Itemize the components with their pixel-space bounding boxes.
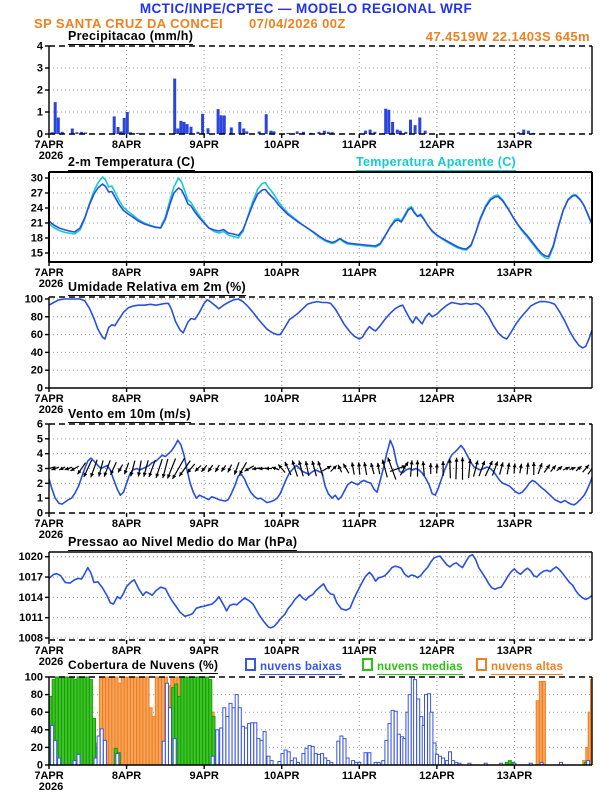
nuvens-baixas-bar bbox=[317, 754, 320, 765]
nuvens-baixas-bar bbox=[439, 756, 442, 765]
nuvens-baixas-bar bbox=[54, 740, 57, 765]
precip-bar bbox=[384, 109, 387, 134]
pressure-xtick-year: 2026 bbox=[38, 656, 64, 668]
nuvens-baixas-bar bbox=[235, 695, 238, 765]
clouds-xtick-label: 12APR bbox=[419, 770, 455, 782]
temperature-series bbox=[49, 177, 592, 259]
temperature-xtick-label: 10APR bbox=[263, 267, 300, 279]
nuvens-baixas-bar bbox=[229, 703, 232, 765]
nuvens-baixas-bar bbox=[343, 739, 346, 765]
precipitation-ytick-label: 3 bbox=[36, 62, 43, 75]
clouds-ytick-label: 80 bbox=[30, 689, 43, 702]
wind-xtick-label: 13APR bbox=[496, 518, 533, 530]
precip-bar bbox=[230, 127, 233, 134]
nuvens-baixas-bar bbox=[238, 708, 241, 765]
precipitation-series bbox=[51, 79, 536, 134]
wind-arrow-icon bbox=[317, 461, 321, 465]
nuvens-medias-bar bbox=[65, 677, 68, 765]
wind-arrow-icon bbox=[441, 461, 445, 465]
precipitation-xtick-label: 12APR bbox=[419, 139, 455, 151]
wind-xtick-label: 10APR bbox=[263, 518, 300, 530]
nuvens-baixas-bar bbox=[77, 754, 80, 765]
nuvens-medias-bar bbox=[187, 677, 190, 765]
nuvens-baixas-bar bbox=[430, 712, 433, 765]
pressure-panel bbox=[19, 551, 592, 668]
nuvens-baixas-bar bbox=[284, 750, 287, 765]
precip-bar bbox=[179, 121, 182, 134]
wind-arrow-icon bbox=[526, 463, 530, 467]
precip-bar bbox=[238, 122, 241, 134]
precipitation-xtick-year: 2026 bbox=[38, 150, 64, 162]
clouds-ytick-label: 40 bbox=[30, 724, 43, 737]
pressure-ytick-label: 1008 bbox=[18, 632, 43, 645]
precip-bar bbox=[54, 102, 57, 134]
humidity-ytick-label: 80 bbox=[30, 311, 43, 324]
legend-item-mid-clouds: nuvens medias bbox=[362, 658, 463, 673]
page-title: MCTIC/INPE/CPTEC — MODELO REGIONAL WRF bbox=[139, 1, 473, 16]
nuvens-baixas-bar bbox=[346, 758, 349, 765]
wind-arrow-icon bbox=[265, 467, 269, 471]
humidity-series bbox=[49, 299, 592, 348]
humidity-ytick-label: 60 bbox=[30, 329, 43, 342]
nuvens-baixas-bar bbox=[216, 730, 219, 765]
humidity-xtick-label: 13APR bbox=[496, 393, 533, 405]
nuvens-baixas-bar bbox=[324, 758, 327, 765]
clouds-ytick-label: 0 bbox=[36, 759, 43, 772]
nuvens-medias-bar bbox=[86, 677, 89, 765]
precip-bar bbox=[418, 118, 421, 135]
nuvens-baixas-bar bbox=[226, 717, 229, 765]
humidity-xtick-label: 7APR bbox=[34, 393, 64, 405]
clouds-ytick-label: 60 bbox=[30, 706, 43, 719]
temperature-ytick-label: 15 bbox=[30, 247, 43, 260]
nuvens-baixas-bar bbox=[267, 756, 270, 765]
nuvens-baixas-bar bbox=[173, 739, 176, 765]
humidity-ytick-label: 40 bbox=[30, 346, 43, 359]
nuvens-baixas-bar bbox=[260, 740, 263, 765]
nuvens-baixas-bar bbox=[165, 683, 168, 765]
nuvens-baixas-bar bbox=[302, 754, 305, 765]
nuvens-baixas-bar bbox=[254, 723, 257, 765]
panel-title-clouds: Cobertura de Nuvens (%) bbox=[68, 658, 219, 672]
humidity-xtick-label: 12APR bbox=[419, 393, 455, 405]
pressure-xtick-label: 11APR bbox=[341, 645, 377, 657]
nuvens-baixas-bar bbox=[311, 747, 314, 766]
nuvens-baixas-bar bbox=[403, 739, 406, 765]
pressure-xtick-label: 7APR bbox=[34, 645, 64, 657]
wind-arrow-icon bbox=[421, 461, 425, 465]
precip-bar bbox=[396, 130, 399, 134]
nuvens-altas-bar bbox=[134, 677, 137, 765]
precip-bar bbox=[223, 116, 226, 135]
nuvens-medias-bar bbox=[80, 677, 83, 765]
nuvens-baixas-bar bbox=[337, 741, 340, 765]
location-coordinates: 47.4519W 22.1403S 645m bbox=[425, 29, 590, 44]
clouds-xtick-year: 2026 bbox=[38, 781, 64, 792]
nuvens-altas-bar bbox=[140, 677, 143, 765]
precip-bar bbox=[296, 131, 299, 134]
panel-title-humidity: Umidade Relativa em 2m (%) bbox=[68, 280, 246, 294]
precipitation-ytick-label: 1 bbox=[36, 106, 43, 119]
precip-bar bbox=[242, 129, 245, 135]
nuvens-altas-bar bbox=[127, 677, 130, 765]
panel-title-precipitation: Precipitacao (mm/h) bbox=[68, 29, 194, 43]
nuvens-baixas-bar bbox=[408, 695, 411, 765]
legend-item-low-clouds: nuvens baixas bbox=[245, 658, 342, 673]
pressure-series bbox=[49, 555, 592, 628]
precip-bar bbox=[391, 122, 394, 134]
humidity-xtick-year: 2026 bbox=[38, 404, 64, 416]
temperature-xtick-label: 9APR bbox=[189, 267, 219, 279]
nuvens-altas-bar bbox=[109, 677, 112, 765]
nuvens-altas-bar bbox=[124, 677, 127, 765]
pressure-xtick-label: 12APR bbox=[419, 645, 455, 657]
nuvens-baixas-bar bbox=[241, 726, 244, 765]
station-name: SP SANTA CRUZ DA CONCEI bbox=[34, 16, 224, 31]
temperature-2m-line bbox=[49, 184, 592, 257]
nuvens-medias-bar bbox=[58, 677, 61, 765]
panel-title-temperature: 2-m Temperatura (C) bbox=[68, 155, 196, 169]
wind-ytick-label: 3 bbox=[36, 463, 43, 475]
precip-bar bbox=[265, 114, 268, 134]
wind-arrow-icon bbox=[292, 460, 296, 464]
humidity-panel bbox=[25, 293, 592, 416]
nuvens-altas-bar bbox=[155, 677, 158, 765]
pressure-ytick-label: 1020 bbox=[18, 551, 43, 564]
nuvens-baixas-bar bbox=[116, 754, 119, 765]
nuvens-baixas-bar bbox=[435, 754, 438, 765]
wind-ytick-label: 5 bbox=[36, 433, 43, 446]
precip-bar bbox=[75, 132, 78, 134]
nuvens-baixas-bar bbox=[308, 746, 311, 765]
precipitation-ytick-label: 0 bbox=[36, 128, 43, 141]
precip-bar bbox=[414, 125, 417, 134]
precip-bar bbox=[117, 127, 120, 134]
nuvens-baixas-bar bbox=[103, 740, 106, 765]
precip-bar bbox=[286, 133, 289, 134]
nuvens-baixas-bar bbox=[281, 754, 284, 765]
nuvens-altas-bar bbox=[137, 677, 140, 765]
clouds-ytick-label: 20 bbox=[30, 741, 43, 754]
temperature-ytick-label: 24 bbox=[30, 202, 43, 215]
nuvens-altas-bar bbox=[536, 701, 539, 765]
nuvens-baixas-bar bbox=[305, 748, 308, 765]
nuvens-medias-bar bbox=[200, 677, 203, 765]
temperature-ytick-label: 18 bbox=[30, 232, 43, 245]
wind-xtick-year: 2026 bbox=[38, 529, 64, 541]
wind-xtick-label: 7APR bbox=[34, 518, 64, 530]
nuvens-baixas-bar bbox=[287, 752, 290, 765]
precip-bar bbox=[186, 124, 189, 134]
wind-arrow-icon bbox=[415, 460, 419, 464]
nuvens-altas-bar bbox=[121, 677, 124, 765]
apparent-temperature-line bbox=[49, 177, 592, 259]
nuvens-medias-bar bbox=[83, 677, 86, 765]
nuvens-baixas-bar bbox=[94, 758, 97, 765]
precip-bar bbox=[409, 120, 412, 134]
nuvens-baixas-bar bbox=[385, 740, 388, 765]
wind-arrow-icon bbox=[410, 460, 414, 464]
nuvens-altas-bar bbox=[146, 677, 149, 765]
precipitation-xtick-label: 8APR bbox=[111, 139, 142, 151]
nuvens-baixas-bar bbox=[263, 732, 266, 765]
wind-ytick-label: 6 bbox=[36, 418, 43, 431]
nuvens-medias-bar bbox=[193, 677, 196, 765]
wind-xtick-label: 12APR bbox=[419, 518, 455, 530]
precipitation-xtick-label: 13APR bbox=[496, 139, 533, 151]
nuvens-baixas-bar bbox=[169, 708, 172, 765]
nuvens-baixas-bar bbox=[417, 699, 420, 765]
nuvens-baixas-bar bbox=[397, 734, 400, 765]
precip-bar bbox=[387, 110, 390, 134]
precip-bar bbox=[207, 128, 210, 134]
humidity-ytick-label: 20 bbox=[30, 364, 43, 377]
nuvens-altas-bar bbox=[149, 708, 152, 765]
temperature-xtick-label: 11APR bbox=[341, 267, 377, 279]
nuvens-medias-bar bbox=[62, 677, 65, 765]
clouds-panel bbox=[25, 672, 594, 792]
clouds-ytick-label: 100 bbox=[24, 671, 43, 684]
nuvens-baixas-bar bbox=[100, 729, 103, 765]
nuvens-baixas-bar bbox=[220, 728, 223, 765]
humidity-xtick-label: 9APR bbox=[189, 393, 219, 405]
humidity-ytick-label: 100 bbox=[24, 293, 43, 306]
nuvens-altas-bar bbox=[131, 677, 134, 765]
nuvens-baixas-bar bbox=[394, 711, 397, 765]
nuvens-medias-bar bbox=[77, 677, 80, 765]
nuvens-medias-bar bbox=[190, 677, 193, 765]
humidity-xtick-label: 11APR bbox=[341, 393, 377, 405]
temperature-ytick-label: 30 bbox=[30, 172, 43, 185]
wind-arrow-icon bbox=[513, 463, 517, 467]
precip-bar bbox=[57, 118, 60, 135]
nuvens-baixas-bar bbox=[449, 752, 452, 765]
nuvens-medias-bar bbox=[68, 677, 71, 765]
pressure-xtick-label: 9APR bbox=[189, 645, 219, 657]
wind-arrow-icon bbox=[357, 462, 361, 466]
mslp-line bbox=[49, 555, 592, 628]
relative-humidity-line bbox=[49, 299, 592, 348]
nuvens-baixas-bar bbox=[425, 695, 428, 765]
nuvens-altas-bar bbox=[143, 677, 146, 765]
nuvens-baixas-bar bbox=[314, 754, 317, 765]
nuvens-medias-bar bbox=[181, 677, 184, 765]
precipitation-panel bbox=[34, 41, 592, 163]
pressure-ytick-label: 1011 bbox=[19, 612, 43, 625]
panel-title-apparent-temperature: Temperatura Aparente (C) bbox=[356, 155, 517, 169]
pressure-ytick-label: 1014 bbox=[18, 591, 43, 604]
panel-title-pressure: Pressao ao Nivel Medio do Mar (hPa) bbox=[68, 535, 298, 549]
precip-bar bbox=[217, 109, 220, 134]
nuvens-medias-bar bbox=[196, 677, 199, 765]
nuvens-baixas-bar bbox=[232, 708, 235, 765]
mid-clouds-swatch-icon bbox=[362, 658, 373, 671]
low-clouds-swatch-icon bbox=[245, 658, 256, 671]
wind-xtick-label: 11APR bbox=[341, 518, 377, 530]
precip-bar bbox=[71, 129, 74, 135]
wind-arrow-icon bbox=[460, 457, 464, 461]
nuvens-medias-bar bbox=[203, 677, 206, 765]
wind-ytick-label: 2 bbox=[36, 477, 43, 490]
panel-title-wind: Vento em 10m (m/s) bbox=[68, 407, 191, 421]
precip-bar bbox=[123, 118, 126, 134]
wind-arrow-icon bbox=[155, 473, 159, 477]
wind-arrow-icon bbox=[468, 459, 472, 463]
nuvens-altas-bar bbox=[152, 717, 155, 765]
wind-xtick-label: 9APR bbox=[189, 518, 219, 530]
nuvens-baixas-bar bbox=[391, 710, 394, 765]
nuvens-baixas-bar bbox=[162, 741, 165, 765]
nuvens-medias-bar bbox=[209, 680, 212, 765]
wind-arrow-icon bbox=[258, 467, 262, 471]
humidity-xtick-label: 10APR bbox=[263, 393, 300, 405]
nuvens-baixas-bar bbox=[388, 724, 391, 765]
nuvens-baixas-bar bbox=[223, 708, 226, 765]
precipitation-xtick-label: 11APR bbox=[341, 139, 377, 151]
clouds-xtick-label: 10APR bbox=[263, 770, 300, 782]
temperature-ytick-label: 27 bbox=[30, 187, 43, 200]
nuvens-medias-bar bbox=[74, 680, 77, 765]
nuvens-baixas-bar bbox=[321, 754, 324, 765]
precipitation-xtick-label: 10APR bbox=[263, 139, 300, 151]
wind-ytick-label: 4 bbox=[36, 448, 43, 461]
precip-bar bbox=[136, 133, 139, 134]
clouds-xtick-label: 8APR bbox=[111, 770, 142, 782]
nuvens-baixas-bar bbox=[211, 756, 214, 765]
temperature-xtick-label: 13APR bbox=[496, 267, 533, 279]
nuvens-baixas-bar bbox=[442, 758, 445, 765]
wind-arrow-icon bbox=[454, 458, 458, 462]
nuvens-baixas-bar bbox=[51, 725, 54, 765]
nuvens-baixas-bar bbox=[414, 680, 417, 765]
clouds-xtick-label: 11APR bbox=[341, 770, 377, 782]
precipitation-xtick-label: 7APR bbox=[34, 139, 64, 151]
precip-bar bbox=[176, 129, 179, 135]
nuvens-baixas-bar bbox=[340, 736, 343, 765]
clouds-xtick-label: 7APR bbox=[34, 770, 64, 782]
nuvens-altas-bar bbox=[158, 677, 161, 765]
wind-xtick-label: 8APR bbox=[111, 518, 142, 530]
run-datetime: 07/04/2026 00Z bbox=[249, 16, 346, 31]
temperature-ytick-label: 21 bbox=[30, 217, 43, 230]
wind-ytick-label: 0 bbox=[36, 507, 43, 520]
nuvens-medias-bar bbox=[184, 677, 187, 765]
pressure-xtick-label: 8APR bbox=[111, 645, 142, 657]
precip-bar bbox=[183, 122, 186, 134]
precipitation-xtick-label: 9APR bbox=[189, 139, 219, 151]
nuvens-baixas-bar bbox=[368, 753, 371, 765]
wind-series bbox=[42, 440, 596, 505]
pressure-ytick-label: 1017 bbox=[18, 571, 43, 584]
precip-bar bbox=[245, 131, 248, 134]
humidity-xtick-label: 8APR bbox=[111, 393, 142, 405]
precip-bar bbox=[190, 127, 193, 134]
nuvens-baixas-bar bbox=[248, 724, 251, 765]
nuvens-baixas-bar bbox=[364, 753, 367, 765]
nuvens-altas-bar bbox=[542, 681, 545, 765]
pressure-xtick-label: 10APR bbox=[263, 645, 300, 657]
precip-bar bbox=[126, 112, 129, 134]
clouds-xtick-label: 9APR bbox=[189, 770, 219, 782]
precipitation-ytick-label: 4 bbox=[36, 40, 43, 53]
humidity-ytick-label: 0 bbox=[36, 382, 43, 395]
nuvens-baixas-bar bbox=[257, 739, 260, 765]
nuvens-baixas-bar bbox=[58, 758, 61, 765]
wind-arrow-icon bbox=[305, 461, 309, 465]
temperature-xtick-year: 2026 bbox=[38, 278, 64, 290]
high-clouds-swatch-icon bbox=[476, 658, 487, 671]
nuvens-medias-bar bbox=[206, 677, 209, 765]
temperature-xtick-label: 8APR bbox=[111, 267, 142, 279]
temperature-panel bbox=[31, 172, 592, 290]
precip-bar bbox=[113, 116, 116, 134]
wind-ytick-label: 1 bbox=[36, 492, 43, 505]
nuvens-medias-bar bbox=[178, 696, 181, 765]
nuvens-baixas-bar bbox=[293, 758, 296, 765]
temperature-xtick-label: 12APR bbox=[419, 267, 455, 279]
wind-arrow-icon bbox=[435, 463, 439, 467]
nuvens-altas-bar bbox=[539, 681, 542, 765]
precip-bar bbox=[173, 79, 176, 134]
wind-arrow-icon bbox=[429, 463, 433, 467]
legend-item-high-clouds: nuvens altas bbox=[476, 658, 563, 673]
precip-bar bbox=[201, 114, 204, 134]
precipitation-ytick-label: 2 bbox=[36, 84, 43, 97]
clouds-xtick-label: 13APR bbox=[496, 770, 533, 782]
wind-panel bbox=[34, 419, 596, 542]
nuvens-medias-bar bbox=[71, 677, 74, 765]
wind-arrow-icon bbox=[532, 462, 536, 466]
nuvens-baixas-bar bbox=[251, 723, 254, 765]
temperature-xtick-label: 7APR bbox=[34, 267, 64, 279]
precip-bar bbox=[196, 132, 199, 134]
pressure-xtick-label: 13APR bbox=[496, 645, 533, 657]
nuvens-medias-bar bbox=[89, 680, 92, 765]
nuvens-baixas-bar bbox=[97, 736, 100, 765]
clouds-series bbox=[49, 677, 593, 765]
precip-bar bbox=[220, 115, 223, 134]
nuvens-baixas-bar bbox=[245, 728, 248, 765]
